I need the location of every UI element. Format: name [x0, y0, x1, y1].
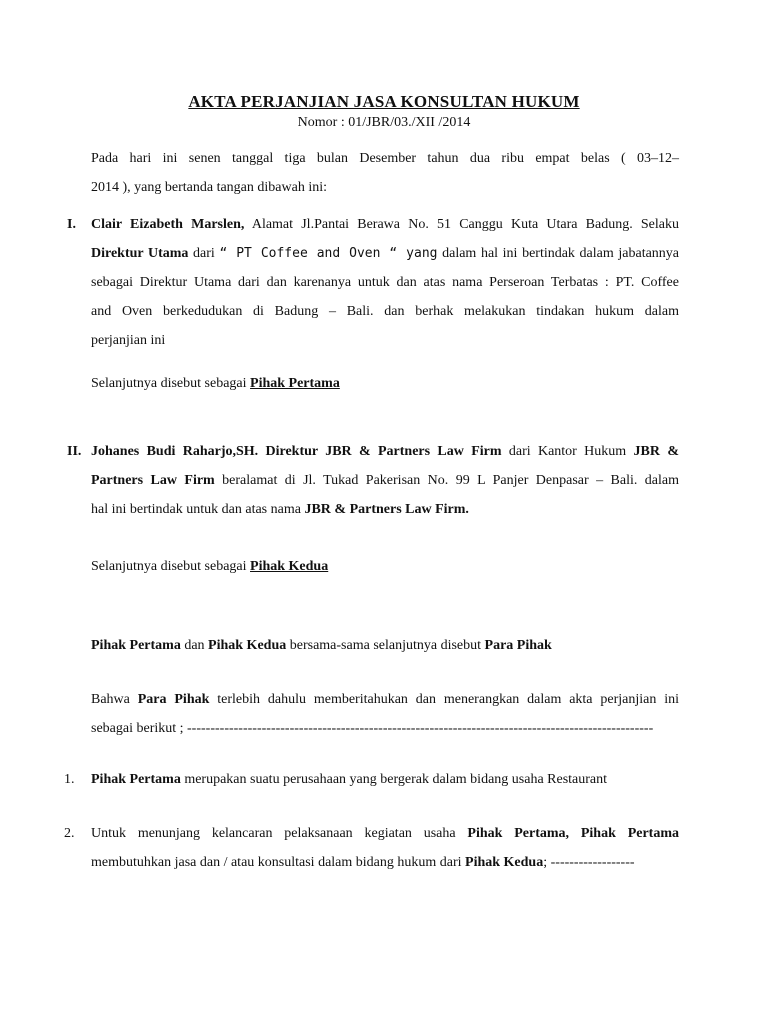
- together-para-pihak: Para Pihak: [484, 638, 552, 653]
- party-2-firm-a: JBR &: [633, 444, 679, 459]
- item-1-text: [91, 772, 607, 788]
- together-pihak-kedua: Pihak Kedua: [208, 638, 287, 653]
- whereas-line-2: sebagai berikut ; ----------------------------------------------------------------------------------------------------: [91, 721, 654, 736]
- whereas-paragraph: [91, 685, 679, 743]
- item-1-bold: Pihak Pertama: [91, 772, 181, 787]
- whereas-line-1: [91, 685, 679, 714]
- together-pihak-pertama: Pihak Pertama: [91, 638, 181, 653]
- opening-line-2: 2014 ), yang bertanda tangan dibawah ini:: [91, 180, 327, 195]
- item-2-tail: ; ------------------: [543, 855, 635, 870]
- party-2-label: Pihak Kedua: [250, 559, 329, 574]
- item-2-bold-1: Pihak Pertama, Pihak Pertama: [467, 826, 679, 841]
- together-mid: bersama-sama selanjutnya disebut: [286, 638, 485, 653]
- party-1-hereafter: [91, 376, 340, 392]
- party-2-line-3-text: hal ini bertindak untuk dan atas nama: [91, 502, 305, 517]
- whereas-a: Bahwa: [91, 692, 138, 707]
- party-1-label: Pihak Pertama: [250, 376, 340, 391]
- item-2-line-1: [91, 819, 679, 848]
- together-dan: dan: [180, 638, 209, 653]
- document-number: Nomor : 01/JBR/03./XII /2014: [297, 115, 471, 130]
- party-2-line-1: [91, 437, 679, 466]
- opening-line-1: Pada hari ini senen tanggal tiga bulan Desember tahun dua ribu empat belas ( 03–12–: [91, 151, 679, 166]
- party-1-line-3: sebagai Direktur Utama dari dan karenanya untuk dan atas nama Perseroan Terbatas : PT. Coffee: [91, 275, 679, 290]
- party-2-paragraph: [91, 437, 679, 524]
- item-2-line-2: [91, 855, 635, 870]
- party-1-line-4: and Oven berkedudukan di Badung – Bali. dan berhak melakukan tindakan hukum dalam: [91, 304, 679, 319]
- party-1-paragraph: [91, 210, 679, 355]
- party-1-numeral: I.: [67, 217, 76, 232]
- party-1-address: Alamat Jl.Pantai Berawa No. 51 Canggu Kuta Utara Badung. Selaku: [244, 217, 679, 232]
- party-1-line-5: perjanjian ini: [91, 333, 166, 348]
- party-1-company: “ PT Coffee and Oven “ yang: [219, 246, 438, 261]
- whereas-b: terlebih dahulu memberitahukan dan menerangkan dalam akta perjanjian ini: [209, 692, 680, 707]
- party-1-hereafter-text: Selanjutnya disebut sebagai: [91, 376, 251, 391]
- party-2-hereafter: [91, 559, 328, 575]
- party-1-name: Clair Eizabeth Marslen,: [91, 217, 245, 232]
- party-1-line-1: [91, 210, 679, 239]
- party-2-line-3: [91, 502, 469, 517]
- item-1-rest: merupakan suatu perusahaan yang bergerak dalam bidang usaha Restaurant: [180, 772, 608, 787]
- party-1-line-2: [91, 239, 679, 268]
- item-2-bold-2: Pihak Kedua: [465, 855, 544, 870]
- item-1-number: 1.: [64, 772, 75, 787]
- party-1-role: Direktur Utama: [91, 246, 189, 261]
- party-2-hereafter-text: Selanjutnya disebut sebagai: [91, 559, 251, 574]
- item-2-line-2-text: membutuhkan jasa dan / atau konsultasi dalam bidang hukum dari: [91, 855, 466, 870]
- para-pihak-statement: [91, 638, 552, 654]
- opening-paragraph: [91, 144, 679, 202]
- whereas-para-pihak: Para Pihak: [137, 692, 210, 707]
- item-2-lead: Untuk menunjang kelancaran pelaksanaan kegiatan usaha: [91, 826, 468, 841]
- party-2-name: Johanes Budi Raharjo,SH. Direktur JBR & Partners Law Firm: [91, 444, 502, 459]
- party-2-address: beralamat di Jl. Tukad Pakerisan No. 99 L Panjer Denpasar – Bali. dalam: [214, 473, 679, 488]
- party-1-dari: dari: [188, 246, 220, 261]
- party-2-line-2: [91, 466, 679, 495]
- document-title: AKTA PERJANJIAN JASA KONSULTAN HUKUM: [188, 92, 580, 111]
- item-2-paragraph: [91, 819, 679, 877]
- party-2-firm-c: JBR & Partners Law Firm.: [304, 502, 469, 517]
- party-2-firm-b: Partners Law Firm: [91, 473, 215, 488]
- party-2-kantor: dari Kantor Hukum: [501, 444, 634, 459]
- party-1-rest: dalam hal ini bertindak dalam jabatannya: [437, 246, 680, 261]
- party-2-numeral: II.: [67, 444, 82, 459]
- item-2-number: 2.: [64, 826, 75, 841]
